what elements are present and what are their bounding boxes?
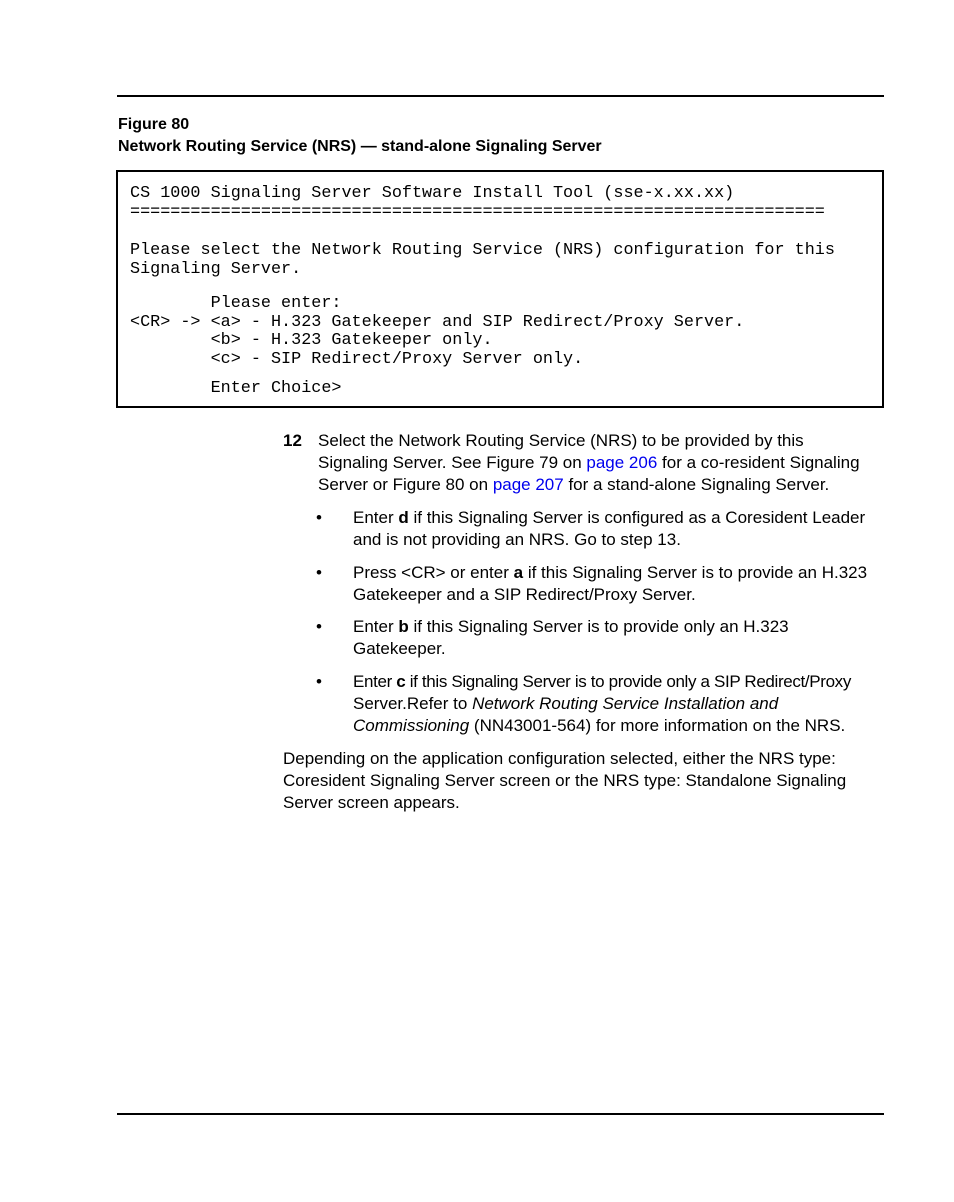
doc-title-reference: Network Routing Service Installation and [472,694,779,713]
console-prompt-line: Please select the Network Routing Service (NRS) configuration for this [130,241,835,260]
bullet-c-key: c [396,672,406,691]
step-line-2 [318,452,860,474]
console-prompt-line-2: Signaling Server. [130,260,302,279]
console-separator: ===================================================================== [130,203,825,222]
bullet-c-line-2: Server.Refer to [353,694,473,713]
doc-title-reference-cont: Commissioning [353,716,470,735]
bullet-symbol: • [316,672,322,691]
bullet-b-line-1: if this Signaling Server is to provide only an H.323 [408,617,789,636]
bullet-symbol: • [316,508,322,527]
closing-line-2: Coresident Signaling Server screen or the NRS type: Standalone Signaling [283,771,847,790]
figure-title: Network Routing Service (NRS) — stand-alone Signaling Server [118,138,602,155]
bullet-a-line-1: if this Signaling Server is to provide an H.323 [523,563,868,582]
console-title-line: CS 1000 Signaling Server Software Install Tool (sse-x.xx.xx) [130,184,735,203]
bullet-item-a [353,562,867,606]
closing-line-3: Server screen appears. [283,793,460,812]
bullet-c-line-3: (NN43001-564) for more information on the NRS. [469,716,846,735]
bullet-d-key: d [398,508,409,527]
console-option-c: <c> - SIP Redirect/Proxy Server only. [130,350,584,369]
bullet-a-prefix: Press <CR> or enter [353,563,514,582]
bullet-c-prefix: Enter [353,672,397,691]
bullet-d-prefix: Enter [353,508,399,527]
step-line-1: Select the Network Routing Service (NRS) to be provided by this [318,431,804,450]
bullet-symbol: • [316,617,322,636]
console-enter-choice: Enter Choice> [130,379,342,398]
bullet-b-line-2: Gatekeeper. [353,639,446,658]
bullet-item-d [353,507,865,551]
console-please-enter: Please enter: [130,294,342,313]
closing-line-1: Depending on the application configuration selected, either the NRS type: [283,749,836,768]
bullet-b-key: b [398,617,409,636]
console-option-b: <b> - H.323 Gatekeeper only. [130,331,493,350]
step-text [318,430,860,496]
bullet-a-key: a [513,563,524,582]
bullet-a-line-2: Gatekeeper and a SIP Redirect/Proxy Server. [353,585,696,604]
console-screen [116,170,884,408]
step-line-3-text: Server or Figure 80 on [318,475,493,494]
page-207-link[interactable]: page 207 [492,475,564,494]
console-option-a: <CR> -> <a> - H.323 Gatekeeper and SIP Redirect/Proxy Server. [130,313,745,332]
step-number: 12 [283,431,302,450]
closing-paragraph [283,748,846,814]
bullet-c-line-1: if this Signaling Server is to provide only a SIP Redirect/Proxy [405,672,851,691]
bullet-d-line-1: if this Signaling Server is configured as a Coresident Leader [408,508,866,527]
step-line-3 [318,474,860,496]
page-206-link[interactable]: page 206 [586,453,658,472]
step-line-2-text: Signaling Server. See Figure 79 on [318,453,587,472]
bullet-item-c [353,671,851,737]
bullet-item-b [353,616,789,660]
step-line-2-tail: for a co-resident Signaling [657,453,860,472]
bullet-symbol: • [316,563,322,582]
bottom-rule [117,1113,884,1115]
step-line-3-tail: for a stand-alone Signaling Server. [563,475,830,494]
figure-number: Figure 80 [118,116,190,133]
bullet-d-line-2: and is not providing an NRS. Go to step 13. [353,530,681,549]
top-rule [117,95,884,97]
figure-caption [118,114,602,158]
bullet-b-prefix: Enter [353,617,399,636]
